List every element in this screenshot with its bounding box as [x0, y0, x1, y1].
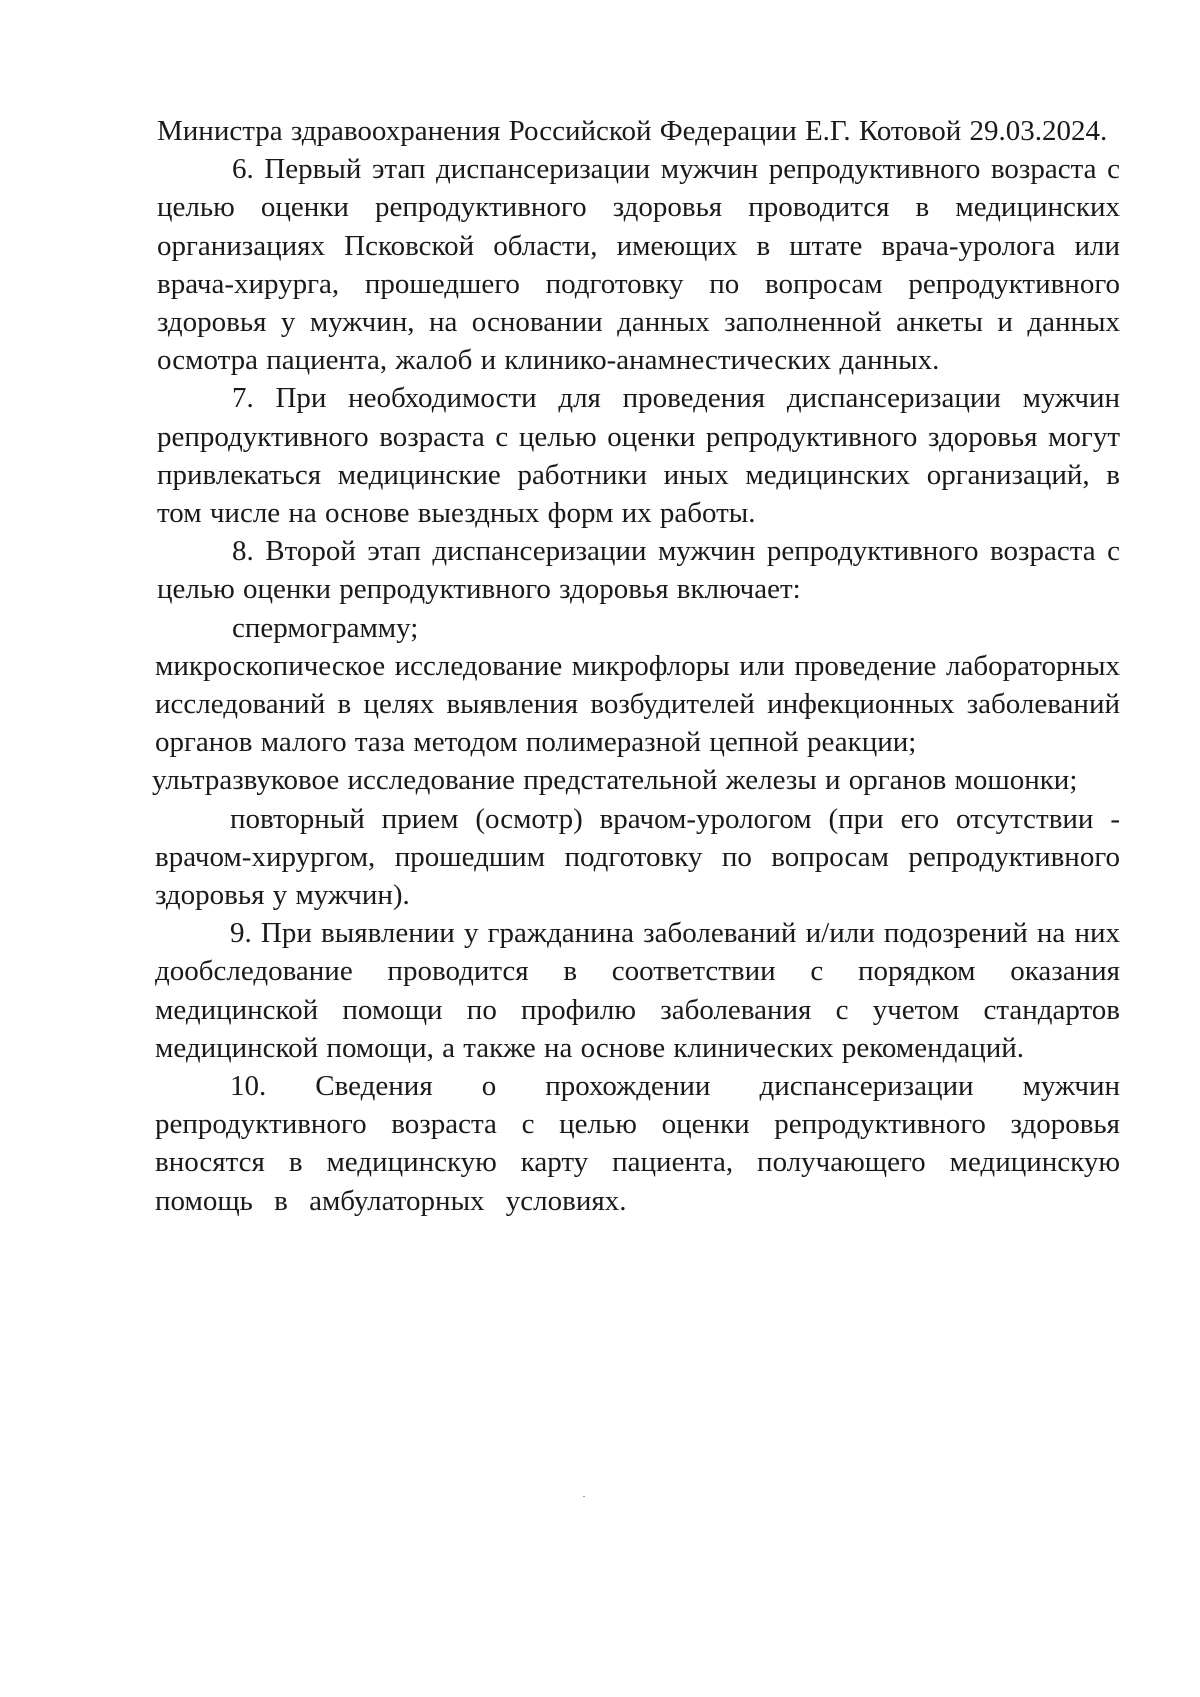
list-item-ultrasound: ультразвуковое исследование предстательной железы и органов мошонки; — [152, 764, 1078, 797]
paragraph-intro: Министра здравоохранения Российской Федерации Е.Г. Котовой 29.03.2024. — [157, 115, 1108, 147]
list-item-repeat-visit: повторный прием (осмотр) врачом-урологом (при его отсутствии - врачом-хирургом, прошедшим подготовку по вопросам репродуктивного здоровья у мужчин). — [155, 802, 1120, 912]
paragraph-10: 10. Сведения о прохождении диспансеризации мужчин репродуктивного возраста с целью оценки репродуктивного здоровья вносятся в медицинскую карту пациента, получающего медицинскую помощь в амбулаторных условиях. — [155, 1070, 1120, 1217]
list-item-microscopy: микроскопическое исследование микрофлоры или проведение лабораторных исследований в целях выявления возбудителей инфекционных заболеваний органов малого таза методом полимеразной цепной реакции; — [155, 649, 1120, 759]
paragraph-6: 6. Первый этап диспансеризации мужчин репродуктивного возраста с целью оценки репродуктивного здоровья проводится в медицинских организациях Псковской области, имеющих в штате врача-уролога или врача-хирурга, прошедшего подготовку по вопросам репродуктивного здоровья у мужчин, на основании данных заполненной анкеты и данных осмотра пациента, жалоб и клинико-анамнестических данных. — [157, 153, 1120, 377]
paragraph-9: 9. При выявлении у гражданина заболеваний и/или подозрений на них дообследование проводится в соответствии с порядком оказания медицинской помощи по профилю заболевания с учетом стандартов медицинской помощи, а также на основе клинических рекомендаций. — [155, 917, 1120, 1064]
paragraph-8: 8. Второй этап диспансеризации мужчин репродуктивного возраста с целью оценки репродуктивного здоровья включает: — [157, 535, 1120, 606]
list-item-spermogram: спермограмму; — [232, 611, 419, 644]
scan-speck — [583, 1496, 585, 1497]
document-body — [152, 112, 1120, 1220]
paragraph-7: 7. При необходимости для проведения диспансеризации мужчин репродуктивного возраста с целью оценки репродуктивного здоровья могут привлекаться медицинские работники иных медицинских организаций, в том числе на основе выездных форм их работы. — [157, 382, 1120, 530]
